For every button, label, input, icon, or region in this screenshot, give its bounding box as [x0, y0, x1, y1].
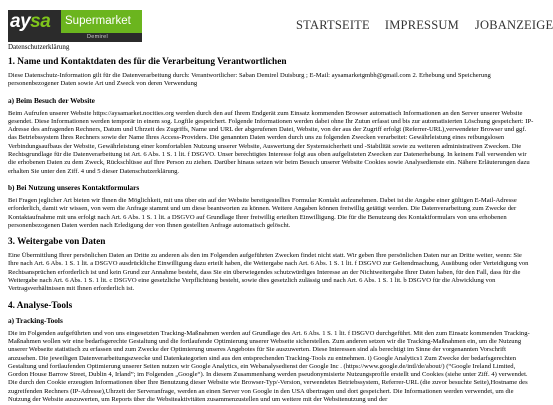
subsection-text-tracking: Die im Folgenden aufgeführten und von uns eingesetzten Tracking-Maßnahmen werden auf Grundlage des Art. 6 Abs. 1 S. 1 lit. f DSGVO durchgeführt. Mit den zum Einsatz kommenden Tracking-Maßnahmen wollen wir eine bedarfsgerechte Gestaltung und die fortlaufende Optimierung unserer Webseite sicherstellen. Zum anderen setzen wir die Tracking-Maßnahmen ein, um die Nutzung unserer Webseite statistisch zu erfassen und zum Zwecke der Optimierung unseres Angebotes für Sie auszuwerten. Diese Interessen sind als berechtigt im Sinne der vorgenannten Vorschrift anzusehen. Die jeweiligen Datenverarbeitungszwecke und Datenkategorien sind aus den entsprechenden Tracking-Tools zu entnehmen. i) Google Analytics1 Zum Zwecke der bedarfsgerechten Gestaltung und fortlaufenden Optimierung unserer Seiten nutzen wir Google Analytics, ein Webanalysedienst der Google Inc . (https://www.google.de/intl/de/about/) (“Google Ireland Limited, Gordon House Barrow Street, Dublin 4, Irland”; im Folgenden „Google“). In diesem Zusammenhang werden pseudonymisierte Nutzungsprofile erstellt und Cookies (siehe unter Ziff. 4) verwendet. Die durch den Cookie erzeugten Informationen über Ihre Benutzung dieser Website wie Browser-Typ/-Version, verwendetes Betriebssystem, Referrer-URL (die zuvor besuchte Seite),Hostname des zugreifenden Rechners (IP-Adresse),Uhrzeit der Serveranfrage, werden an einen Server von Google in den USA übertragen und dort gespeichert. Die Informationen werden verwendet, um die Nutzung der Website auszuwerten, um Reports über die Websiteaktivitäten zusammenzustellen und um weitere mit der Websitenutzung und der	[8, 329, 530, 404]
nav-jobanzeige[interactable]: JOBANZEIGE	[474, 18, 553, 32]
subsection-title-a: a) Beim Besuch der Website	[8, 95, 95, 105]
breadcrumb: Datenschutzerklärung	[8, 43, 70, 51]
nav-impressum[interactable]: IMPRESSUM	[384, 18, 459, 32]
subsection-text-a: Beim Aufrufen unserer Website https://aysamarket.nocities.org werden durch den auf Ihrem Endgerät zum Einsatz kommenden Browser automatisch Informationen an den Server unserer Website gesendet. Diese Informationen werden temporär in einem sog. Logfile gespeichert. Folgende Informationen werden dabei ohne Ihr Zutun erfasst und bis zur automatisierten Löschung gespeichert: IP-Adresse des anfragenden Rechners, Datum und Uhrzeit des Zugriffs, Name und URL der abgerufenen Datei, Website, von der aus der Zugriff erfolgt (Referrer-URL),verwendeter Browser und ggf. das Betriebssystem Ihres Rechners sowie der Name Ihres Access-Providers. Die genannten Daten werden durch uns zu folgenden Zwecken verarbeitet: Gewährleistung eines reibungslosen Verbindungsaufbaus der Website, Gewährleistung einer komfortablen Nutzung unserer Website, Auswertung der Systemsicherheit und -Stabilität sowie zu weiteren administrativen Zwecken. Die Rechtsgrundlage für die Datenverarbeitung ist Art. 6 Abs. 1 S. 1 lit. f DSGVO. Unser berechtigtes Interesse folgt aus oben aufgelisteten Zwecken zur Datenerhebung. In keinem Fall verwenden wir die erhobenen Daten zu dem Zweck, Rückschlüsse auf Ihre Person zu ziehen. Darüber hinaus setzen wir beim Besuch unserer Website Cookies sowie Analysedienste ein. Nähere Erläuterungen dazu erhalten Sie unter den Ziff. 4 und 5 dieser Datenschutzerklärung.	[8, 109, 534, 175]
section-title-1: 1. Name und Kontaktdaten des für die Verarbeitung Verantwortlichen	[8, 57, 287, 67]
subsection-title-b: b) Bei Nutzung unseres Kontaktformulars	[8, 182, 140, 192]
site-logo[interactable]	[8, 10, 142, 42]
section-title-3: 3. Weitergabe von Daten	[8, 237, 106, 248]
section-text-3: Eine Übermittlung Ihrer persönlichen Daten an Dritte zu anderen als den im Folgenden aufgeführten Zwecken findet nicht statt. Wir geben Ihre persönlichen Daten nur an Dritte weiter, wenn: Sie Ihre nach Art. 6 Abs. 1 S. 1 lit. a DSGVO ausdrückliche Einwilligung dazu erteilt haben, die Weitergabe nach Art. 6 Abs. 1 S. 1 lit. f DSGVO zur Geltendmachung, Ausübung oder Verteidigung von Rechtsansprüchen erforderlich ist und kein Grund zur Annahme besteht, dass Sie ein überwiegendes schutzwürdiges Interesse an der Nichtweitergabe Ihrer Daten haben, für den Fall, dass für die Weitergabe nach Art. 6 Abs. 1 S. 1 lit. c DSGVO eine gesetzliche Verpflichtung besteht, sowie dies gesetzlich zulässig und nach Art. 6 Abs. 1 S. 1 lit. b DSGVO für die Abwicklung von Vertragsverhältnissen mit Ihnen erforderlich ist.	[8, 252, 529, 293]
main-nav	[296, 17, 553, 33]
section-title-4: 4. Analyse-Tools	[8, 300, 73, 311]
subsection-title-tracking: a) Tracking-Tools	[8, 315, 63, 325]
logo-aysa	[8, 10, 61, 33]
site-header	[0, 0, 553, 44]
section-text-1: Diese Datenschutz-Information gilt für die Datenverarbeitung durch: Verantwortlicher: Saban Demirel Duisburg ; E-Mail: aysamarketgmbh@gmail.com 2. Erhebung und Speicherung personenbezogener Daten sowie Art und Zweck von deren Verwendung	[8, 72, 491, 88]
subsection-text-b: Bei Fragen jeglicher Art bieten wir Ihnen die Möglichkeit, mit uns über ein auf der Website bereitgestelltes Formular Kontakt aufzunehmen. Dabei ist die Angabe einer gültigen E-Mail-Adresse erforderlich, damit wir wissen, von wem die Anfrage stammt und um diese beantworten zu können. Weitere Angaben können freiwillig getätigt werden. Die Datenverarbeitung zum Zwecke der Kontaktaufnahme mit uns erfolgt nach Art. 6 Abs. 1 S. 1 lit. a DSGVO auf Grundlage Ihrer freiwillig erteilten Einwilligung. Die für die Benutzung des Kontaktformulars von uns erhobenen personenbezogenen Daten werden nach Erledigung der von Ihnen gestellten Anfrage automatisch gelöscht.	[8, 196, 517, 229]
logo-top	[8, 10, 142, 33]
privacy-content	[8, 56, 534, 404]
logo-aysa-prefix: ay	[10, 11, 31, 32]
logo-subtitle: Demirel	[8, 33, 142, 42]
logo-market-text: Supermarket	[61, 10, 142, 33]
nav-startseite[interactable]: STARTSEITE	[296, 18, 370, 32]
logo-aysa-accent: sa	[30, 11, 51, 32]
